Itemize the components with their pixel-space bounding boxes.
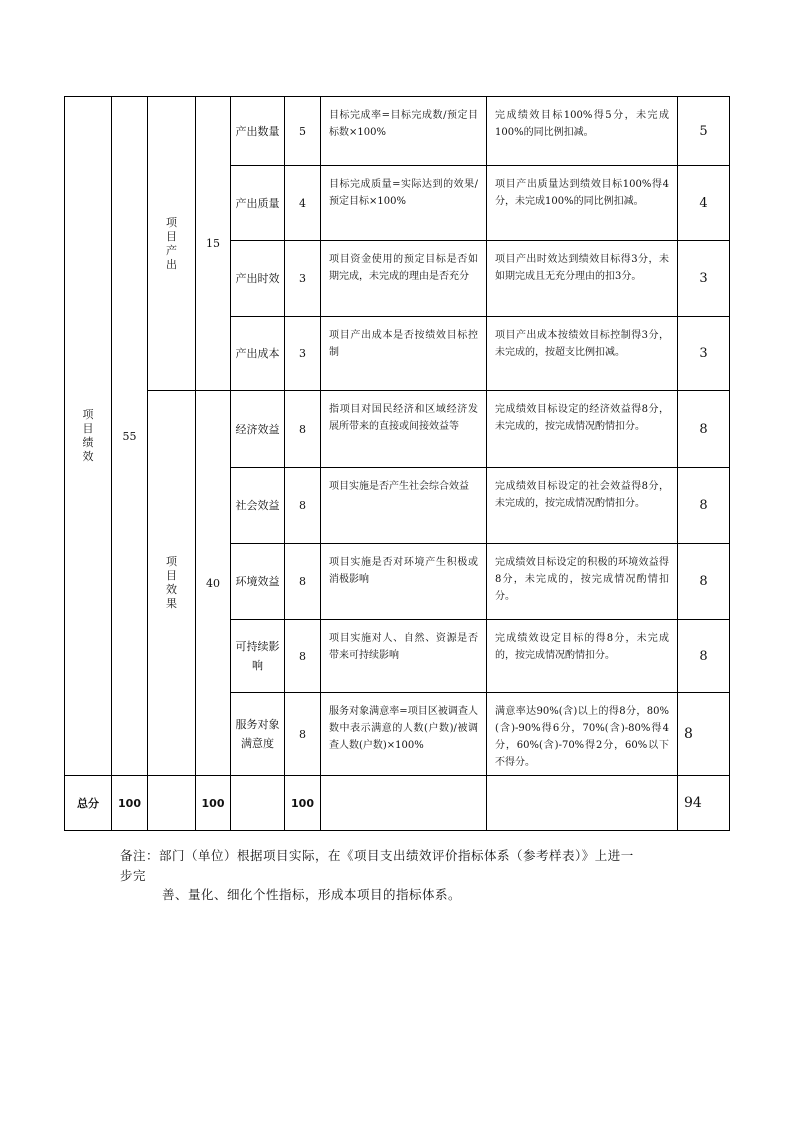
indicator-label: 产出成本	[231, 317, 285, 391]
indicator-label: 社会效益	[231, 468, 285, 544]
indicator-definition: 项目实施对人、自然、资源是否带来可持续影响	[321, 620, 487, 693]
note-line-3: 善、量化、细化个性指标，形成本项目的指标体系。	[162, 887, 462, 902]
indicator-score: 8	[678, 620, 730, 693]
indicator-criterion: 完成绩效目标100%得5分，未完成100%的同比例扣减。	[487, 97, 678, 166]
indicator-label: 可持续影响	[231, 620, 285, 693]
total-points: 100	[285, 776, 321, 831]
indicator-score: 5	[678, 97, 730, 166]
indicator-label: 产出质量	[231, 166, 285, 241]
indicator-definition: 指项目对国民经济和区域经济发展所带来的直接或间接效益等	[321, 391, 487, 468]
total-score: 94	[678, 776, 730, 831]
indicator-score: 8	[678, 693, 730, 776]
indicator-criterion: 完成绩效目标设定的社会效益得8分，未完成的，按完成情况酌情扣分。	[487, 468, 678, 544]
indicator-points: 8	[285, 468, 321, 544]
note-line-1: 备注：部门（单位）根据项目实际，在《项目支出绩效评价指标体系（参考样表）》上进一	[120, 848, 634, 863]
indicator-definition: 项目资金使用的预定目标是否如期完成，未完成的理由是否充分	[321, 241, 487, 317]
indicator-definition: 项目产出成本是否按绩效目标控制	[321, 317, 487, 391]
indicator-definition: 目标完成质量=实际达到的效果/预定目标×100%	[321, 166, 487, 241]
category-label: 项目绩效	[82, 408, 94, 463]
indicator-label: 经济效益	[231, 391, 285, 468]
group-cell-output	[148, 97, 196, 391]
total-empty-cell	[321, 776, 487, 831]
indicator-criterion: 满意率达90%(含)以上的得8分，80%(含)-90%得6分，70%(含)-80%得4分，60%(含)-70%得2分，60%以下不得分。	[487, 693, 678, 776]
indicator-score: 8	[678, 391, 730, 468]
indicator-score: 8	[678, 468, 730, 544]
indicator-points: 5	[285, 97, 321, 166]
indicator-score: 3	[678, 317, 730, 391]
indicator-label: 产出数量	[231, 97, 285, 166]
indicator-points: 8	[285, 620, 321, 693]
indicator-points: 8	[285, 693, 321, 776]
indicator-points: 8	[285, 391, 321, 468]
total-empty-cell	[231, 776, 285, 831]
indicator-criterion: 项目产出质量达到绩效目标100%得4分，未完成100%的同比例扣减。	[487, 166, 678, 241]
indicator-criterion: 完成绩效设定目标的得8分，未完成的，按完成情况酌情扣分。	[487, 620, 678, 693]
total-label: 总分	[65, 776, 112, 831]
category-weight: 55	[112, 97, 148, 776]
performance-indicator-table	[64, 96, 730, 831]
indicator-points: 8	[285, 544, 321, 620]
category-cell	[65, 97, 112, 776]
indicator-definition: 项目实施是否对环境产生积极或消极影响	[321, 544, 487, 620]
indicator-label: 环境效益	[231, 544, 285, 620]
indicator-criterion: 完成绩效目标设定的积极的环境效益得8分，未完成的，按完成情况酌情扣分。	[487, 544, 678, 620]
indicator-points: 3	[285, 317, 321, 391]
indicator-definition: 项目实施是否产生社会综合效益	[321, 468, 487, 544]
total-category-weight: 100	[112, 776, 148, 831]
total-group-weight: 100	[196, 776, 231, 831]
note-line-2: 步完	[120, 868, 147, 883]
indicator-criterion: 完成绩效目标设定的经济效益得8分，未完成的，按完成情况酌情扣分。	[487, 391, 678, 468]
total-empty-cell	[487, 776, 678, 831]
group-weight-effect: 40	[196, 391, 231, 776]
indicator-definition: 目标完成率=目标完成数/预定目标数×100%	[321, 97, 487, 166]
indicator-definition: 服务对象满意率=项目区被调查人数中表示满意的人数(户数)/被调查人数(户数)×100%	[321, 693, 487, 776]
indicator-label: 产出时效	[231, 241, 285, 317]
indicator-score: 8	[678, 544, 730, 620]
total-empty-cell	[148, 776, 196, 831]
group-label-output: 项目产出	[166, 215, 177, 271]
indicator-score: 3	[678, 241, 730, 317]
indicator-criterion: 项目产出时效达到绩效目标得3分，未如期完成且无充分理由的扣3分。	[487, 241, 678, 317]
indicator-score: 4	[678, 166, 730, 241]
indicator-criterion: 项目产出成本按绩效目标控制得3分，未完成的，按超支比例扣减。	[487, 317, 678, 391]
group-label-effect: 项目效果	[166, 555, 177, 610]
indicator-points: 4	[285, 166, 321, 241]
indicator-label: 服务对象满意度	[231, 693, 285, 776]
group-cell-effect	[148, 391, 196, 776]
indicator-points: 3	[285, 241, 321, 317]
group-weight-output: 15	[196, 97, 231, 391]
